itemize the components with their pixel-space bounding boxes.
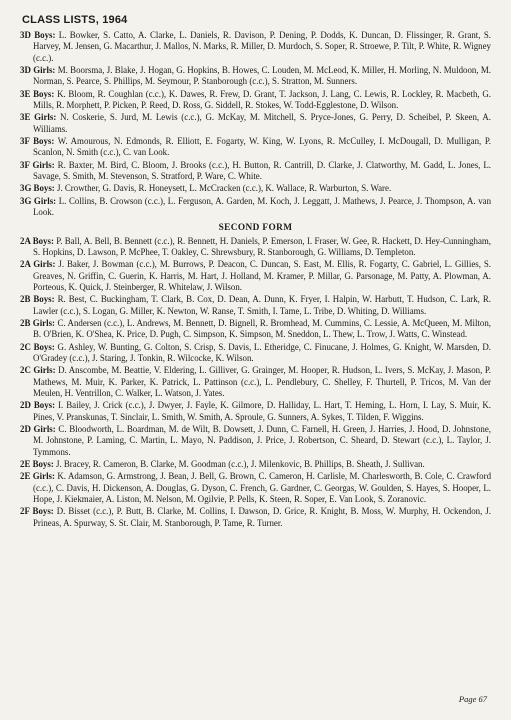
class-label: 2C Boys: [20, 341, 55, 352]
class-label: 2E Girls: [20, 471, 55, 482]
student-names: K. Adamson, G. Armstrong, J. Bean, J. Bell, G. Brown, C. Cameron, H. Carlisle, M. Charlesworth, B. Cole, C. Crawford (c.c.), C. Davis, H. Dickenson, A. Douglas, G. Dyson, C. French, G. Gardner, C. Georgas, W. Goulden, S. Hayes, S. Hooper, L. Hope, J. Kiekmaier, A. Liston, M. Nelson, M. Ogilvie, P. Pells, K. Steen, R. Soper, E. Van Look, S. Zoranovic. [33, 471, 492, 505]
class-label: 2F Boys: [20, 506, 54, 517]
student-names: G. Ashley, W. Bunting, G. Colton, S. Crisp, S. Davis, L. Etheridge, C. Finucane, J. Holmes, G. Knight, W. Marsden, D. O'Gradey (c.c.), J. Staring, J. Tonkin, R. Wilcocke, K. Wilson. [33, 341, 491, 363]
class-label: 2E Boys: [20, 459, 54, 470]
student-names: R. Best, C. Buckingham, T. Clark, B. Cox, D. Dean, A. Dunn, K. Fryer, I. Halpin, W. Harbutt, T. Hudson, C. Lark, R. Lawler (c.c.), S. Logan, G. Miller, K. Newton, W. Ranse, T. Smith, I. Tame, L. Tribe, D. Whiting, D. Williams. [33, 294, 492, 316]
class-list-entry [20, 236, 491, 259]
class-list-entry [20, 365, 491, 399]
class-list-entry [20, 259, 491, 293]
class-label: 2D Boys: [20, 400, 56, 411]
student-names: K. Bloom, R. Coughlan (c.c.), K. Dawes, R. Frew, D. Grant, T. Jackson, J. Lang, C. Lewis, R. Lockley, R. Macbeth, G. Mills, R. Morphett, P. Picken, P. Reed, D. Ross, G. Siddell, R. Stokes, W. Todd-Egglestone, D. Wilson. [33, 88, 492, 111]
class-label: 3G Boys: [20, 183, 55, 194]
class-label: 2A Girls: [20, 259, 56, 270]
class-label: 2B Boys: [20, 294, 55, 305]
student-names: J. Baker, J. Bowman (c.c.), M. Burrows, P. Deacon, C. Duncan, S. East, M. Ellis, R. Fogarty, C. Gabriel, L. Gillies, S. Greaves, N. Griffin, C. Guerin, K. Harris, M. Hart, J. Holland, M. Kramer, P. Millar, G. Parsonage, M. Patty, A. Plowman, A. Porteous, K. Quick, J. Steinberger, R. Whitelaw, J. Wilson. [33, 259, 492, 292]
student-names: W. Amourous, N. Edmonds, R. Elliott, E. Fogarty, W. King, W. Lyons, R. McCulley, I. McDougall, D. Mulligan, P. Scanlon, N. Smith (c.c.), C. van Look. [33, 136, 491, 158]
student-names: P. Ball, A. Bell, B. Bennett (c.c.), R. Bennett, H. Daniels, P. Emerson, I. Fraser, W. Gee, R. Hackett, D. Hey-Cunningham, S. Hopkins, D. Lawson, P. McPhee, T. Oakley, C. Shrewsbury, R. Stanborough, G. Williams, D. Templeton. [33, 235, 492, 257]
student-names: J. Bracey, R. Cameron, B. Clarke, M. Goodman (c.c.), J. Milenkovic, B. Phillips, B. Sheath, J. Sullivan. [56, 459, 425, 470]
student-names: C. Bloodworth, L. Boardman, M. de Wilt, B. Dowsett, J. Dunn, C. Farnell, H. Green, J. Harries, J. Hood, D. Johnstone, M. Johnstone, P. Laming, C. Martin, L. Mayo, N. Paddison, J. Price, J. Robertson, C. Sheard, D. Stewart (c.c.), L. Taylor, J. Tymmons. [33, 424, 492, 457]
page-header: CLASS LISTS, 1964 [22, 14, 128, 26]
class-label: 3F Boys: [20, 136, 55, 147]
class-label: 3G Girls: [20, 195, 57, 206]
student-names: D. Anscombe, M. Beattie, V. Eldering, L. Gilliver, G. Grainger, M. Hooper, R. Hudson, L. Ivers, S. McKay, J. Mason, P. Mathews, M. Muir, K. Parker, K. Patrick, L. Pattinson (c.c.), L. Pendlebury, C. Shelley, F. Thurtell, P. Tricos, M. Van der Meulen, H. Ventrillon, C. Walker, L. Watson, J. Yates. [33, 365, 492, 398]
class-list-entry [20, 506, 491, 529]
class-list-entry [20, 294, 491, 317]
class-label: 3E Girls: [20, 112, 57, 123]
student-names: N. Coskerie, S. Jurd, M. Lewis (c.c.), G. McKay, M. Mitchell, S. Pryce-Jones, G. Perry, D. Scheibel, P. Skeen, A. Williams. [33, 112, 492, 134]
class-label: 2C Girls: [20, 365, 56, 376]
student-names: D. Bisset (c.c.), P. Butt, B. Clarke, M. Collins, I. Dawson, D. Grice, R. Knight, B. Moss, W. Murphy, H. Ockendon, J. Prineas, A. Spurway, S. St. Clair, M. Stanborough, P. Tame, R. Turner. [33, 506, 491, 528]
class-list-entry [20, 160, 491, 183]
student-names: I. Bailey, J. Crick (c.c.), J. Dwyer, J. Fayle, K. Gilmore, D. Halliday, L. Hart, T. Heming, L. Horn, I. Lay, S. Muir, K. Pines, V. Pranskunas, T. Sinclair, L. Smith, W. Smith, A. Sproule, G. Sunners, A. Sykes, T. Tilden, F. Wiggins. [33, 400, 491, 422]
class-label: 3D Boys: [20, 30, 56, 40]
third-form-lists [20, 30, 491, 219]
class-list-entry [20, 459, 491, 470]
student-names: L. Collins, B. Crowson (c.c.), L. Ferguson, A. Garden, M. Koch, J. Leggatt, J. Mathews, J. Pearce, J. Thompson, A. van Look. [33, 195, 492, 218]
class-list-entry [20, 89, 491, 112]
class-label: 3E Boys: [20, 88, 55, 99]
class-label: 2B Girls: [20, 317, 55, 328]
class-label: 3F Girls: [20, 159, 55, 170]
second-form-lists [20, 236, 491, 530]
student-names: J. Crowther, G. Davis, R. Honeysett, L. McCracken (c.c.), K. Wallace, R. Warburton, S. Ware. [56, 183, 392, 194]
class-list-entry [20, 183, 491, 194]
student-names: L. Bowker, S. Catto, A. Clarke, L. Daniels, R. Davison, P. Dening, P. Dodds, K. Duncan, D. Flissinger, R. Grant, S. Harvey, M. Jensen, G. Macarthur, J. Mallos, N. Marks, R. Miller, D. Murdoch, S. Soper, R. Stroewe, P. Tilt, P. White, R. Wigney (c.c.). [33, 30, 491, 63]
student-names: R. Baxter, M. Bird, C. Bloom, J. Brooks (c.c.), H. Button, R. Cantrill, D. Clarke, J. Clatworthy, M. Gadd, L. Jones, L. Savage, S. Smith, M. Stevenson, S. Stratford, P. Ware, C. White. [33, 159, 491, 182]
class-list-entry [20, 112, 491, 135]
class-list-entry [20, 65, 491, 88]
class-label: 2A Boys: [20, 235, 54, 246]
class-list-entry [20, 471, 491, 505]
student-names: M. Boorsma, J. Blake, J. Hogan, G. Hopkins, B. Howes, C. Louden, M. McLeod, K. Miller, H. Morling, N. Muldoon, M. Norman, S. Pearce, S. Phillips, M. Seymour, P. Stanborough (c.c.), S. Stratton, M. Sunners. [33, 65, 491, 87]
class-list-entry [20, 424, 491, 458]
class-list-entry [20, 136, 491, 159]
class-list-entry [20, 400, 491, 423]
class-label: 2D Girls: [20, 424, 56, 434]
class-list-entry [20, 318, 491, 341]
class-list-entry [20, 30, 491, 64]
second-form-heading: SECOND FORM [218, 222, 293, 233]
class-list-entry [20, 196, 491, 219]
page-number: Page 67 [458, 694, 487, 704]
class-list-entry [20, 342, 491, 365]
student-names: C. Andersen (c.c.), L. Andrews, M. Bennett, D. Bignell, R. Bromhead, M. Cummins, C. Lessie, A. McQueen, M. Milton, B. O'Brien, K. O'Shea, K. Price, D. Pugh, C. Simpson, K. Simpson, M. Sneddon, L. Thew, L. Trow, J. Watts, C. Winstead. [33, 317, 491, 340]
class-label: 3D Girls: [20, 65, 56, 76]
